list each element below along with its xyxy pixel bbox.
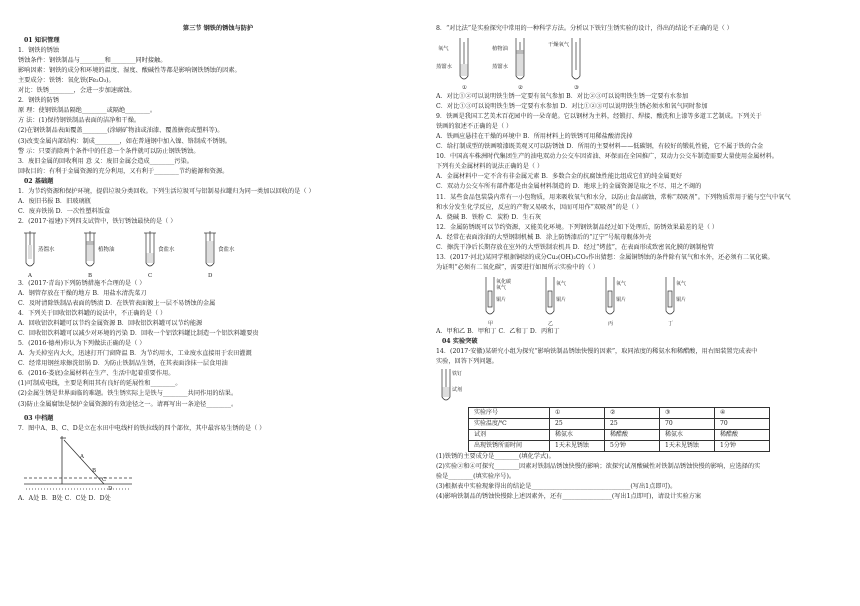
right-text-line: 12．金属防锈既可以节约资源，又能美化环境。下列钢铁制品经过如下处理后，防锈效果最差的是（ ） bbox=[436, 223, 719, 231]
q14-device-figure bbox=[436, 367, 470, 407]
q2-option-a: A bbox=[28, 272, 32, 279]
right-text-line: A．烧碱 B．铁粉 C．炭粉 D．生石灰 bbox=[436, 213, 542, 221]
right-text-line: 11．某些食品包装袋内常有一小包物质，用来吸收氧气和水分，以防止食品腐蚀，常称“双吸剂”。下列物质常用于能与空气中氧气 bbox=[436, 193, 791, 201]
right-text-line: 8．“对比法”是实验探究中常用的一种科学方法。分析以下铁钉生锈实验的设计，得出的结论不正确的是（ ） bbox=[436, 25, 733, 32]
right-text-line: 9．铁画是我国工艺美术百花园中的一朵奇葩。它以钢材为主料，经锻打、焊接、酸洗和上漆等多道工艺制成。下列关于 bbox=[436, 113, 762, 121]
right-text-line: A．金属材料中一定不含有非金属元素 B．多数合金的抗腐蚀性能比组成它们的纯金属更好 bbox=[436, 173, 683, 181]
left-text-line: C．及时清除铁制品表面的锈渍 D．在铁管表面镀上一层不易锈蚀的金属 bbox=[18, 300, 216, 308]
right-text-line: C．给打制成型的铁画喷漆既美观又可以防锈蚀 D．所用的主要材料——低碳钢，有较好的锻轧性能，它不属于铁的合金 bbox=[436, 143, 764, 151]
q13-label-cu-a: 铜片 bbox=[496, 296, 507, 303]
q2-test-tubes-figure bbox=[18, 227, 248, 279]
q13-name-ding: 丁 bbox=[668, 320, 674, 327]
left-text-line: 3．废旧金属的回收利用 意 义：废旧金属会造成________污染。 bbox=[18, 157, 193, 165]
q13-label-co2: 氧化碳 bbox=[496, 278, 512, 285]
q13-label-cu-d: 铜片 bbox=[676, 296, 687, 303]
q2-label-d: 食盐水 bbox=[218, 246, 235, 253]
q8-label-oil: 植物油 bbox=[492, 46, 508, 53]
left-text-line: A．为关掉室内大火，迅速打开门窗降温 B．为节约用水，工业废水直接用于农田灌溉 bbox=[18, 350, 252, 358]
right-text-block-2 bbox=[436, 92, 848, 273]
q14-question-line: (3)根据表中实验现象得出的结论是________________________________(写出1点即可)。 bbox=[436, 483, 677, 491]
q8-num-1: ① bbox=[462, 85, 467, 92]
table-cell: 实验序号 bbox=[469, 408, 550, 419]
left-text-line: C．回收铝饮料罐可以减少对环境的污染 D．回收一个铝饮料罐比制造一个铝饮料罐要贵 bbox=[18, 330, 259, 338]
q8-num-3: ③ bbox=[574, 85, 579, 92]
left-text-line: 3．(2017·青岛)下列防锈措施不合理的是（ ） bbox=[18, 279, 146, 287]
q2-option-d: D bbox=[208, 272, 213, 279]
q7-label-b: B bbox=[92, 467, 97, 474]
left-column bbox=[18, 0, 418, 504]
section-03-heading: 03 中档题 bbox=[24, 414, 54, 422]
q14-label-nail: 铁钉 bbox=[452, 371, 463, 378]
q14-question-line: 验是________(填实验序号)。 bbox=[436, 473, 516, 481]
left-text-line: 6．(2016·娄底)金属材料在生产、生活中起着重要作用。 bbox=[18, 370, 175, 378]
q13-name-bing: 丙 bbox=[608, 320, 614, 327]
right-text-line: 为证明“必须有二氧化碳”，需要进行如图所示实验中的（ ） bbox=[436, 263, 599, 271]
left-text-line: 2．(2017·福建)下列四支试管中，铁钉锈蚀最快的是（ ） bbox=[18, 217, 177, 225]
q7-pole-figure bbox=[22, 434, 142, 494]
table-cell: ③ bbox=[660, 408, 715, 419]
left-text-line: 01 知识管理 bbox=[24, 37, 60, 45]
right-text-line: A．对比①②可以说明铁生锈一定要有氧气参加 B．对比②③可以说明铁生锈一定要有水参加 bbox=[436, 93, 689, 101]
table-cell: 1天未见锈蚀 bbox=[660, 441, 715, 452]
table-row bbox=[469, 408, 770, 419]
table-cell: 1分钟 bbox=[715, 441, 770, 452]
table-cell: 稀醋酸 bbox=[605, 430, 660, 441]
q14-text-line: 14．(2017·安徽)某研究小组为探究“影响铁制品锈蚀快慢的因素”，取同浓度的稀氨水和稀醋酸，用右图装置完成表中 bbox=[436, 347, 758, 355]
right-text-line: 下列有关金属材料的说法正确的是（ ） bbox=[436, 163, 544, 171]
q14-text-line: 实验，回答下列问题。 bbox=[436, 358, 498, 366]
q7-label-c: C bbox=[102, 476, 107, 483]
table-cell: 试剂 bbox=[469, 430, 550, 441]
table-cell: ④ bbox=[715, 408, 770, 419]
right-text-line: C．双动力公交车所有部件都是由金属材料制造的 D．地球上的金属资源是取之不尽、用之不竭的 bbox=[436, 183, 702, 191]
q8-label-water-2: 蒸馏水 bbox=[492, 64, 508, 71]
q14-questions bbox=[436, 452, 848, 502]
q14-question-line: (1)铁锈的主要成分是________(填化学式)。 bbox=[436, 453, 555, 461]
q8-label-oxygen: 氧气 bbox=[438, 46, 449, 53]
q13-name-jia: 甲 bbox=[488, 320, 494, 327]
q13-copper-experiment-figure bbox=[466, 273, 726, 327]
left-text-line: 方 法：(1)保持钢铁制品表面的洁净和干燥。 bbox=[18, 117, 141, 125]
table-cell: 出现铁锈所需时间 bbox=[469, 441, 550, 452]
right-column bbox=[436, 0, 848, 503]
q2-option-c: C bbox=[148, 272, 153, 279]
page-title: 第三节 钢铁的锈蚀与防护 bbox=[182, 25, 254, 32]
table-cell: 稀氨水 bbox=[660, 430, 715, 441]
left-text-line: 锈蚀条件：钢铁制品与________和________同时接触。 bbox=[18, 57, 167, 65]
left-text-line: C．经常用钢丝球擦洗铝锅 D．为防止铁制品生锈，在其表面涂抹一层食用油 bbox=[18, 360, 228, 368]
table-row bbox=[469, 430, 770, 441]
q13-label-cu-b: 铜片 bbox=[556, 296, 567, 303]
q8-label-dry-oxygen: 干燥氧气 bbox=[548, 42, 570, 49]
right-text-line: 13．(2017·河北)某同学根据铜绿的成分Cu₂(OH)₂CO₃作出猜想：金属铜锈蚀的条件除有氧气和水外，还必须有二氧化碳。 bbox=[436, 253, 774, 261]
left-text-line: A．回收铝饮料罐可以节约金属资源 B．回收铝饮料罐可以节约能源 bbox=[18, 320, 203, 328]
table-cell: ② bbox=[605, 408, 660, 419]
left-text-line: C．废弃铁锅 D．一次性塑料饭盒 bbox=[18, 207, 111, 215]
q7-label-d: D bbox=[108, 485, 113, 492]
q2-label-a: 蒸馏水 bbox=[38, 246, 55, 253]
table-cell: 25 bbox=[550, 419, 605, 430]
left-text-line: 影响因素：钢铁的成分和环境的温度、湿度、酸碱性等都是影响钢铁锈蚀的因素。 bbox=[18, 67, 241, 75]
q8-nail-experiment-figure bbox=[436, 34, 636, 92]
left-text-line: 1．为节约资源和保护环境，提倡垃圾分类回收。下列生活垃圾可与铝制易拉罐归为同一类加以回收的是（ ） bbox=[18, 187, 315, 195]
q7-text: 7．图中A、B、C、D是立在水田中电线杆的铁拉线的四个部位，其中最容易生锈的是（ ） bbox=[18, 424, 266, 432]
table-cell: 70 bbox=[660, 419, 715, 430]
q14-label-reagent: 试剂 bbox=[452, 387, 463, 394]
table-cell: 稀醋酸 bbox=[715, 430, 770, 441]
left-text-line: (1)可制成电线，主要是利用其有良好的延展性和________。 bbox=[18, 380, 182, 388]
left-text-line: 02 基础题 bbox=[24, 177, 54, 185]
q14-experiment-table bbox=[468, 407, 770, 452]
right-text-line: C．擦洗干净后长期存放在室外的大型铁制农机具 D．经过“烤蓝”，在表面形成致密氧化膜的钢制枪管 bbox=[436, 243, 714, 251]
left-text-line: (2)在钢铁制品表面覆盖________(涂刷矿物油或油漆、覆盖搪瓷或塑料等)。 bbox=[18, 127, 224, 135]
left-text-block-2 bbox=[18, 279, 418, 410]
left-text-line: 2．钢铁的防锈 bbox=[18, 97, 60, 105]
left-text-line: (2)金属生锈是世界面临的难题。铁生锈实际上是铁与________共同作用的结果。 bbox=[18, 390, 238, 398]
q14-text bbox=[436, 347, 848, 367]
left-text-line: (3)防止金属腐蚀是保护金属资源的有效途径之一。请再写出一条途径________。 bbox=[18, 400, 238, 408]
section-04-heading: 04 实验突破 bbox=[442, 337, 478, 345]
q8-num-2: ② bbox=[518, 85, 523, 92]
left-text-line: A．钢管存放在干燥的地方 B．用盐水清洗菜刀 bbox=[18, 289, 147, 297]
table-cell: 稀氨水 bbox=[550, 430, 605, 441]
right-text-line: C．对比①③可以说明铁生锈一定要有水参加 D．对比①②③可以说明铁生锈必须水和氧气同时参加 bbox=[436, 103, 708, 111]
left-text-line: 原 理：使钢铁制品隔绝________或隔绝________。 bbox=[18, 107, 157, 115]
table-cell: 1天未见锈蚀 bbox=[550, 441, 605, 452]
q14-question-line: (2)实验②和④可探究________因素对铁制品锈蚀快慢的影响；欲探究试剂酸碱性对铁制品锈蚀快慢的影响，应选择的实 bbox=[436, 463, 761, 471]
right-text-line: A．铁画应悬挂在干燥的环境中 B．所用材料上的铁锈可用稀盐酸清洗掉 bbox=[436, 133, 633, 141]
right-text-line: A．经常在表面涂油的大型钢制机械 B．涂上防锈漆后的“辽宁”号航母舰体外壳 bbox=[436, 233, 652, 241]
q7-options: A．A处 B．B处 C．C处 D．D处 bbox=[18, 494, 111, 502]
q13-label-o2-c: 氧气 bbox=[616, 280, 627, 287]
table-row bbox=[469, 419, 770, 430]
table-cell: 25 bbox=[605, 419, 660, 430]
right-text-line: 10．中国高车株洲时代集团生产的油电双动力公交车因省油、环保而在全国推广，双动力公交车制造需要大量使用金属材料。 bbox=[436, 153, 778, 161]
left-text-line: 警 示：只要消除两个条件中的任意一个条件就可以防止钢铁锈蚀。 bbox=[18, 147, 200, 155]
q7-label-a: A bbox=[80, 453, 84, 460]
q13-label-o2-d: 氧气 bbox=[676, 280, 687, 287]
left-text-block-1 bbox=[18, 36, 418, 227]
q13-label-cu-c: 铜片 bbox=[616, 296, 627, 303]
left-text-line: (3)改变金属内部结构：制成________，如在普通钢中加入镍、铬制成不锈钢。 bbox=[18, 137, 231, 145]
q13-options: A．甲和乙 B．甲和丁 C．乙和丁 D．丙和丁 bbox=[436, 327, 560, 335]
left-text-line: 1．钢铁的锈蚀 bbox=[18, 47, 60, 55]
right-text-block-1 bbox=[436, 24, 848, 34]
q13-label-o2-b: 氧气 bbox=[556, 280, 567, 287]
table-cell: ① bbox=[550, 408, 605, 419]
table-row bbox=[469, 441, 770, 452]
left-text-line: 5．(2016·德州)你认为下列做法正确的是（ ） bbox=[18, 340, 146, 348]
q8-label-water-1: 蒸馏水 bbox=[436, 64, 452, 71]
left-text-line: A．废旧书报 B．旧玻璃瓶 bbox=[18, 197, 91, 205]
table-cell: 实验温度/℃ bbox=[469, 419, 550, 430]
q2-option-b: B bbox=[88, 272, 93, 279]
q13-name-yi: 乙 bbox=[548, 320, 554, 327]
q14-question-line: (4)影响铁制品的锈蚀快慢除上述因素外，还有________________(写出1点即可)，请设计实验方案 bbox=[436, 493, 702, 501]
right-text-line: 和水分发生化学反应，反应的产物又易吸水，因而可用作“双吸剂”的是（ ） bbox=[436, 203, 643, 211]
left-text-line: 主要成分：铁锈：氧化铁(Fe₂O₃)。 bbox=[18, 77, 115, 85]
right-text-line: 铁画的叙述不正确的是（ ） bbox=[436, 123, 513, 131]
q2-label-b: 植物油 bbox=[98, 246, 115, 253]
q2-label-c: 食盐水 bbox=[158, 246, 175, 253]
left-text-line: 4．下列关于回收铝饮料罐的说法中，不正确的是（ ） bbox=[18, 310, 167, 318]
q13-label-o2-a: 氧气 bbox=[496, 284, 507, 291]
left-text-line: 回收目的：有利于金属资源的充分利用，又有利于________节约能源和资源。 bbox=[18, 167, 229, 175]
left-text-line: 对比：铁锈________，会进一步加速腐蚀。 bbox=[18, 87, 136, 95]
table-cell: 70 bbox=[715, 419, 770, 430]
table-cell: 5分钟 bbox=[605, 441, 660, 452]
